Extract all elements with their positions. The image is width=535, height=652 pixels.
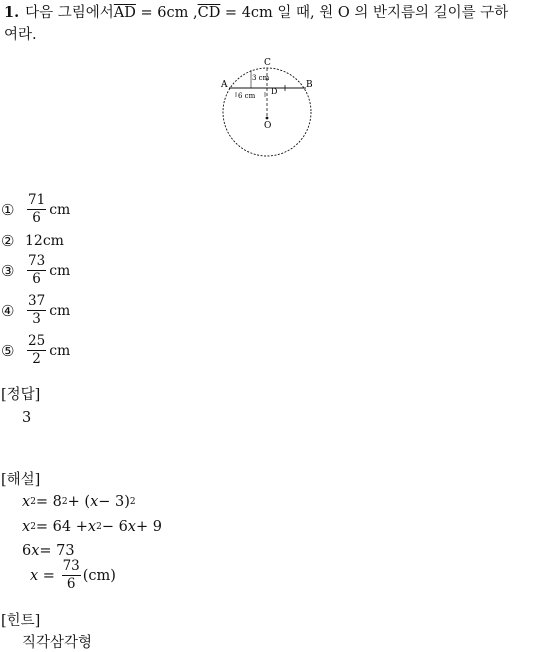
label-d: D <box>271 87 278 96</box>
choice-3-numerator: 73 <box>28 253 46 269</box>
sol1-x: x <box>22 494 31 510</box>
sol2-eq: = 64 + <box>35 519 88 535</box>
choice-5[interactable] <box>0 333 70 368</box>
label-b: B <box>306 80 313 90</box>
solution-line-2: x 2 = 64 + x 2 − 6 x + 9 <box>22 519 162 535</box>
sol3-coef: 6 <box>22 543 32 559</box>
choice-1-fraction <box>27 192 46 227</box>
label-c: C <box>264 58 271 68</box>
sol4-eq: = <box>38 567 60 584</box>
choice-mark-1: ① <box>1 200 15 219</box>
choice-1-denominator: 6 <box>32 210 41 226</box>
answer-label: [정답] <box>1 387 41 403</box>
segment-cd: $\overline{CD}$ <box>197 5 221 21</box>
choice-4-denominator: 3 <box>32 311 41 327</box>
choice-3-fraction <box>27 253 46 288</box>
solution-line-3 <box>22 543 75 559</box>
solution-label: [해설] <box>1 472 41 488</box>
sol2-tail: − 6 <box>101 519 128 535</box>
choice-4-fraction <box>27 293 46 328</box>
sol4-denominator: 6 <box>66 576 76 592</box>
sol2-x3: x <box>127 519 136 535</box>
solution-line-4 <box>30 558 116 593</box>
choice-3-denominator: 6 <box>32 271 41 287</box>
center-point-o <box>266 117 269 120</box>
solution-line-1: x 2 = 8 2 + ( x − 3) 2 <box>22 494 136 510</box>
cd-length: = 4cm 일 때, 원 O 의 반지름의 길이를 구하 <box>220 5 509 21</box>
choice-1[interactable] <box>0 192 70 227</box>
sol3-x: x <box>31 543 40 559</box>
question-intro: 다음 그림에서 <box>25 5 114 21</box>
choice-mark-2: ② <box>1 232 15 250</box>
hint-text: 직각삼각형 <box>22 635 93 651</box>
label-3cm: 3 cm <box>252 74 270 82</box>
label-o: O <box>264 121 272 131</box>
hint-label: [힌트] <box>1 613 41 629</box>
sol3-end: = 73 <box>39 543 75 559</box>
label-6cm: 6 cm <box>238 92 256 100</box>
choice-4[interactable] <box>0 293 70 328</box>
choice-mark-5: ⑤ <box>1 341 15 360</box>
choice-1-numerator: 71 <box>28 192 46 208</box>
choice-5-fraction <box>27 333 46 368</box>
ad-length: = 6cm , <box>135 5 198 21</box>
question-number: 1. <box>4 4 20 21</box>
choice-5-numerator: 25 <box>28 333 46 349</box>
choice-4-unit: cm <box>49 302 71 319</box>
sol4-numerator: 73 <box>62 558 80 574</box>
choice-5-unit: cm <box>49 342 71 359</box>
choice-1-unit: cm <box>49 201 71 218</box>
sol1-eq: = 8 <box>35 494 62 510</box>
sol1-tail: − 3) <box>98 494 130 510</box>
choice-mark-4: ④ <box>1 301 15 320</box>
choice-3-unit: cm <box>49 262 71 279</box>
segment-ad: $\overline{AD}$ <box>113 5 136 21</box>
sol4-fraction <box>62 558 81 593</box>
label-a: A <box>221 80 228 90</box>
question-text <box>4 2 530 46</box>
answer-value: 3 <box>22 410 32 426</box>
choice-2-text: 12cm <box>25 233 64 249</box>
choice-4-numerator: 37 <box>28 293 46 309</box>
choice-2[interactable] <box>0 232 64 250</box>
sol2-x: x <box>22 519 31 535</box>
sol4-x: x <box>30 567 39 584</box>
choice-3[interactable] <box>0 253 70 288</box>
choice-5-denominator: 2 <box>32 351 41 367</box>
question-line2: 여라. <box>4 27 37 43</box>
circle-figure <box>214 56 324 160</box>
sol1-mid: + ( <box>67 494 91 510</box>
sol2-end: + 9 <box>135 519 162 535</box>
sol4-unit: (cm) <box>82 567 116 584</box>
sol2-x2: x <box>87 519 97 535</box>
sol1-x2: x <box>90 494 99 510</box>
choice-mark-3: ③ <box>1 261 15 280</box>
